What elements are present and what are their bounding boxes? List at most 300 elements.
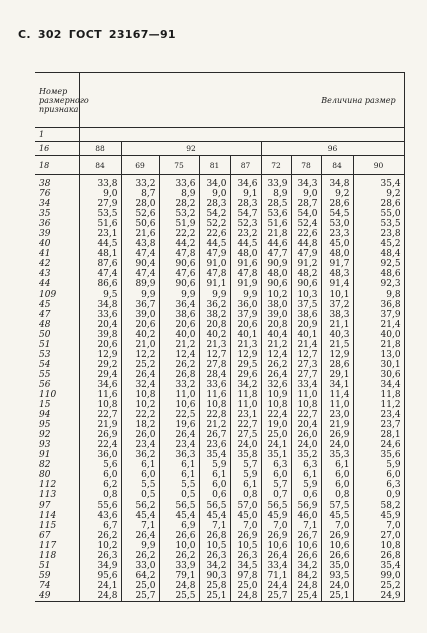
value-cell: 33,9	[261, 179, 291, 189]
value-cell: 25,1	[321, 591, 353, 602]
value-cell: 43,6	[79, 511, 121, 521]
header-row-1-values	[79, 128, 404, 142]
value-cell: 22,7	[79, 410, 121, 420]
value-cell: 10,8	[121, 390, 159, 400]
value-cell: 54,5	[321, 209, 353, 219]
value-cell: 54,2	[199, 209, 230, 219]
value-cell: 22,7	[291, 410, 321, 420]
value-cell: 5,9	[353, 460, 404, 470]
value-cell: 39,0	[121, 310, 159, 320]
value-cell: 12,9	[321, 350, 353, 360]
value-cell: 37,2	[321, 300, 353, 310]
value-cell: 24,0	[321, 581, 353, 591]
value-cell: 33,6	[199, 380, 230, 390]
value-cell: 52,3	[230, 219, 261, 229]
value-cell: 24,0	[230, 440, 261, 450]
row-id: 93	[39, 440, 51, 451]
row-id: 114	[39, 510, 57, 521]
value-cell: 56,5	[261, 501, 291, 511]
value-cell: 10,8	[79, 400, 121, 410]
row-id: 50	[39, 329, 51, 340]
value-cell: 10,8	[353, 541, 404, 551]
value-cell: 9,9	[121, 290, 159, 300]
value-cell: 26,4	[159, 430, 199, 440]
value-cell: 6,0	[79, 470, 121, 480]
value-cell: 45,0	[230, 511, 261, 521]
value-cell: 39,0	[261, 310, 291, 320]
value-cell: 19,0	[261, 420, 291, 430]
value-cell: 18,2	[121, 420, 159, 430]
value-cell: 6,1	[230, 480, 261, 490]
value-cell: 44,8	[291, 239, 321, 249]
value-cell: 6,0	[199, 480, 230, 490]
value-cell: 20,6	[159, 320, 199, 330]
value-cell: 6,0	[321, 480, 353, 490]
value-cell: 8,9	[261, 189, 291, 199]
table-row	[35, 310, 404, 320]
value-cell: 48,0	[230, 249, 261, 259]
value-cell: 47,9	[199, 249, 230, 259]
value-cell: 34,1	[321, 380, 353, 390]
value-cell: 9,0	[79, 189, 121, 199]
value-cell: 11,0	[291, 390, 321, 400]
value-cell: 6,1	[159, 470, 199, 480]
value-cell: 45,4	[199, 511, 230, 521]
row-id: 82	[39, 460, 51, 471]
value-cell: 26,6	[159, 531, 199, 541]
header-label-row	[35, 73, 404, 128]
value-cell: 22,4	[261, 410, 291, 420]
value-cell: 11,8	[353, 390, 404, 400]
value-cell: 28,3	[199, 199, 230, 209]
value-cell: 43,8	[121, 239, 159, 249]
value-cell: 28,1	[353, 430, 404, 440]
value-cell: 22,4	[79, 440, 121, 450]
value-cell: 50,6	[121, 219, 159, 229]
value-cell: 26,9	[321, 531, 353, 541]
feature-number-label	[35, 73, 89, 128]
value-cell: 25,2	[121, 360, 159, 370]
table-row	[35, 591, 404, 602]
value-cell: 48,1	[79, 249, 121, 259]
row-id: 115	[39, 520, 57, 531]
value-cell: 12,2	[121, 350, 159, 360]
value-cell: 26,7	[199, 430, 230, 440]
row-id: 113	[39, 490, 57, 501]
value-cell: 48,0	[261, 269, 291, 279]
row-id: 34	[39, 199, 51, 210]
value-cell: 13,0	[353, 350, 404, 360]
value-cell: 48,2	[291, 269, 321, 279]
column-header-cell: 84	[321, 156, 353, 175]
value-cell: 20,8	[261, 320, 291, 330]
value-cell: 12,9	[230, 350, 261, 360]
value-cell: 38,2	[199, 310, 230, 320]
value-cell: 44,5	[199, 239, 230, 249]
table-row	[35, 209, 404, 219]
value-cell: 28,7	[291, 199, 321, 209]
table-row	[35, 501, 404, 511]
value-cell: 24,9	[353, 591, 404, 602]
value-cell: 28,5	[261, 199, 291, 209]
row-id: 36	[39, 219, 51, 230]
value-cell: 34,4	[353, 380, 404, 390]
value-cell: 29,6	[230, 370, 261, 380]
value-cell: 10,9	[261, 390, 291, 400]
value-cell: 55,6	[79, 501, 121, 511]
value-cell: 0,8	[79, 490, 121, 500]
value-cell: 23,4	[353, 410, 404, 420]
row-id: 40	[39, 239, 51, 250]
table-row	[35, 199, 404, 209]
value-cell: 95,6	[79, 571, 121, 581]
value-cell: 26,9	[230, 531, 261, 541]
value-cell: 10,0	[159, 541, 199, 551]
value-cell: 6,1	[159, 460, 199, 470]
table-row	[35, 581, 404, 591]
value-cell: 21,8	[353, 340, 404, 350]
value-cell: 25,7	[121, 591, 159, 602]
value-cell: 7,0	[321, 521, 353, 531]
value-cell: 26,6	[291, 551, 321, 561]
row-id: 51	[39, 339, 51, 350]
value-cell: 23,4	[159, 440, 199, 450]
value-cell: 26,8	[353, 551, 404, 561]
value-cell: 36,0	[79, 450, 121, 460]
value-cell: 34,2	[199, 561, 230, 571]
value-cell: 23,4	[121, 440, 159, 450]
value-cell: 26,0	[291, 430, 321, 440]
value-cell: 20,9	[291, 320, 321, 330]
value-cell: 26,6	[321, 551, 353, 561]
value-cell: 22,6	[291, 229, 321, 239]
value-cell: 26,3	[199, 551, 230, 561]
value-cell: 26,2	[79, 531, 121, 541]
value-cell: 45,9	[353, 511, 404, 521]
value-cell: 26,2	[159, 551, 199, 561]
value-cell: 22,7	[230, 420, 261, 430]
measurements-table	[35, 72, 405, 602]
value-cell: 11,0	[321, 400, 353, 410]
value-cell: 6,3	[291, 460, 321, 470]
value-cell: 24,8	[159, 581, 199, 591]
value-cell: 46,0	[291, 511, 321, 521]
table-row	[35, 320, 404, 330]
value-cell: 34,0	[199, 179, 230, 189]
value-cell: 79,1	[159, 571, 199, 581]
value-cell: 6,3	[261, 460, 291, 470]
value-cell: 9,0	[199, 189, 230, 199]
row-id: 39	[39, 229, 51, 240]
value-cell: 21,2	[159, 340, 199, 350]
value-cell: 6,0	[121, 470, 159, 480]
value-cell: 9,2	[321, 189, 353, 199]
row-id: 80	[39, 470, 51, 481]
value-cell: 29,2	[79, 360, 121, 370]
row-id: 18	[35, 156, 79, 175]
value-cell: 19,6	[159, 420, 199, 430]
table-row	[35, 350, 404, 360]
value-cell: 12,9	[79, 350, 121, 360]
value-cell: 10,3	[291, 290, 321, 300]
value-cell: 25,2	[353, 581, 404, 591]
value-cell: 26,7	[291, 531, 321, 541]
value-cell: 37,5	[291, 300, 321, 310]
row-id: 51	[39, 560, 51, 571]
value-cell: 28,2	[159, 199, 199, 209]
value-cell: 44,2	[159, 239, 199, 249]
label-line: признака	[39, 104, 79, 114]
value-cell: 34,6	[79, 380, 121, 390]
value-cell: 30,1	[353, 360, 404, 370]
value-cell: 9,9	[121, 541, 159, 551]
value-cell: 91,6	[230, 259, 261, 269]
row-id: 92	[39, 430, 51, 441]
value-cell: 53,6	[261, 209, 291, 219]
value-cell: 34,2	[291, 561, 321, 571]
value-cell: 10,5	[199, 541, 230, 551]
value-cell: 28,0	[121, 199, 159, 209]
value-cell: 26,4	[121, 370, 159, 380]
value-cell: 91,4	[321, 279, 353, 289]
table-row	[35, 480, 404, 490]
table-row	[35, 440, 404, 450]
value-cell: 90,3	[199, 571, 230, 581]
value-cell: 47,8	[159, 249, 199, 259]
value-cell: 11,4	[321, 390, 353, 400]
value-cell: 20,4	[79, 320, 121, 330]
value-cell: 25,4	[291, 591, 321, 602]
value-cell: 20,6	[121, 320, 159, 330]
value-cell: 55,0	[353, 209, 404, 219]
value-cell: 36,0	[230, 300, 261, 310]
table-row	[35, 541, 404, 551]
value-cell: 9,1	[230, 189, 261, 199]
value-cell: 0,5	[159, 490, 199, 500]
value-cell: 6,0	[353, 470, 404, 480]
value-cell: 6,1	[199, 470, 230, 480]
value-cell: 84,2	[291, 571, 321, 581]
value-cell: 20,6	[230, 320, 261, 330]
header-row-1	[35, 128, 404, 142]
value-cell: 89,9	[121, 279, 159, 289]
value-cell: 48,0	[321, 249, 353, 259]
table-row	[35, 551, 404, 561]
value-cell: 22,2	[159, 229, 199, 239]
column-header-cell: 69	[121, 156, 159, 175]
value-cell: 47,4	[121, 269, 159, 279]
value-cell: 12,7	[291, 350, 321, 360]
value-cell: 47,9	[291, 249, 321, 259]
header-row-18	[35, 156, 404, 175]
value-cell: 58,2	[353, 501, 404, 511]
value-cell: 25,1	[199, 591, 230, 602]
value-cell: 40,0	[353, 330, 404, 340]
value-cell: 5,6	[79, 460, 121, 470]
value-cell: 12,4	[159, 350, 199, 360]
value-cell: 36,8	[353, 300, 404, 310]
value-cell: 27,9	[79, 199, 121, 209]
value-cell: 7,0	[353, 521, 404, 531]
row-id: 41	[39, 249, 51, 260]
value-cell: 23,6	[199, 440, 230, 450]
value-cell: 23,0	[321, 410, 353, 420]
value-cell: 10,2	[79, 541, 121, 551]
value-cell: 21,2	[261, 340, 291, 350]
value-cell: 9,9	[199, 290, 230, 300]
value-cell: 5,5	[121, 480, 159, 490]
value-cell: 56,9	[291, 501, 321, 511]
value-cell: 47,4	[79, 269, 121, 279]
value-cell: 35,6	[353, 450, 404, 460]
value-cell: 39,8	[79, 330, 121, 340]
value-cell: 90,4	[121, 259, 159, 269]
value-cell: 10,6	[321, 541, 353, 551]
row-id: 95	[39, 420, 51, 431]
value-cell: 57,5	[321, 501, 353, 511]
value-cell: 10,1	[321, 290, 353, 300]
value-cell: 53,0	[321, 219, 353, 229]
table-row	[35, 360, 404, 370]
value-cell: 6,9	[159, 521, 199, 531]
value-cell: 91,7	[321, 259, 353, 269]
value-cell: 24,8	[79, 591, 121, 602]
value-cell: 51,6	[261, 219, 291, 229]
row-id: 94	[39, 410, 51, 421]
value-cell: 33,4	[261, 561, 291, 571]
value-cell: 24,1	[261, 440, 291, 450]
value-cell: 45,9	[261, 511, 291, 521]
value-cell: 11,6	[79, 390, 121, 400]
value-cell: 21,3	[199, 340, 230, 350]
value-cell: 34,2	[230, 380, 261, 390]
value-cell: 40,2	[199, 330, 230, 340]
value-cell: 91,2	[291, 259, 321, 269]
table-row	[35, 179, 404, 189]
value-cell: 35,1	[261, 450, 291, 460]
value-cell: 9,5	[79, 290, 121, 300]
value-cell: 26,4	[261, 551, 291, 561]
value-cell: 27,3	[291, 360, 321, 370]
value-cell: 45,0	[321, 239, 353, 249]
header-row-16	[35, 142, 404, 156]
value-cell: 6,1	[321, 460, 353, 470]
value-cell: 90,6	[159, 279, 199, 289]
value-cell: 51,9	[159, 219, 199, 229]
value-cell: 7,1	[291, 521, 321, 531]
value-cell: 35,3	[321, 450, 353, 460]
value-cell: 9,0	[291, 189, 321, 199]
value-cell: 12,4	[261, 350, 291, 360]
value-cell: 47,8	[199, 269, 230, 279]
value-cell: 22,5	[159, 410, 199, 420]
value-cell: 6,0	[261, 470, 291, 480]
value-cell: 0,6	[291, 490, 321, 500]
value-cell: 9,2	[353, 189, 404, 199]
value-cell: 10,6	[291, 541, 321, 551]
table-row	[35, 420, 404, 430]
column-header-cell: 90	[353, 156, 404, 175]
value-cell: 10,2	[121, 400, 159, 410]
value-cell: 0,5	[121, 490, 159, 500]
value-cell: 35,8	[230, 450, 261, 460]
value-cell: 11,0	[230, 400, 261, 410]
row-id: 117	[39, 540, 57, 551]
row-id: 15	[39, 400, 51, 411]
value-cell: 26,3	[230, 551, 261, 561]
value-cell: 21,5	[321, 340, 353, 350]
value-cell: 35,0	[321, 561, 353, 571]
table-row	[35, 269, 404, 279]
value-cell: 45,5	[321, 511, 353, 521]
value-cell: 10,6	[159, 400, 199, 410]
value-cell: 91,9	[230, 279, 261, 289]
table-row	[35, 390, 404, 400]
value-cell: 21,8	[261, 229, 291, 239]
value-cell: 34,9	[79, 561, 121, 571]
row-id: 59	[39, 570, 51, 581]
value-cell: 32,6	[261, 380, 291, 390]
size-value-title: Величина размер	[79, 73, 404, 128]
value-cell: 25,0	[121, 581, 159, 591]
value-cell: 26,4	[261, 370, 291, 380]
table-row	[35, 239, 404, 249]
value-cell: 6,7	[79, 521, 121, 531]
value-cell: 37,9	[353, 310, 404, 320]
group-header-cell: 96	[261, 142, 404, 156]
group-header-cell: 92	[121, 142, 261, 156]
value-cell: 10,2	[261, 290, 291, 300]
row-id: 67	[39, 530, 51, 541]
value-cell: 10,8	[261, 400, 291, 410]
value-cell: 28,6	[321, 199, 353, 209]
column-header-cell: 81	[199, 156, 230, 175]
value-cell: 9,9	[159, 290, 199, 300]
value-cell: 64,2	[121, 571, 159, 581]
value-cell: 57,0	[230, 501, 261, 511]
value-cell: 10,6	[261, 541, 291, 551]
value-cell: 52,4	[291, 219, 321, 229]
value-cell: 5,7	[230, 460, 261, 470]
value-cell: 5,9	[291, 480, 321, 490]
table-row	[35, 531, 404, 541]
value-cell: 0,7	[261, 490, 291, 500]
value-cell: 47,7	[261, 249, 291, 259]
value-cell: 5,9	[199, 460, 230, 470]
value-cell: 25,8	[199, 581, 230, 591]
row-id: 56	[39, 379, 51, 390]
value-cell: 32,4	[121, 380, 159, 390]
value-cell: 27,0	[353, 531, 404, 541]
table-row	[35, 340, 404, 350]
value-cell: 53,5	[353, 219, 404, 229]
value-cell: 48,4	[353, 249, 404, 259]
value-cell: 38,0	[261, 300, 291, 310]
row-id: 48	[39, 319, 51, 330]
value-cell: 6,1	[291, 470, 321, 480]
value-cell: 23,1	[230, 410, 261, 420]
value-cell: 28,4	[199, 370, 230, 380]
value-cell: 21,1	[321, 320, 353, 330]
value-cell: 7,0	[230, 521, 261, 531]
value-cell: 30,6	[353, 370, 404, 380]
value-cell: 92,3	[353, 279, 404, 289]
value-cell: 33,2	[121, 179, 159, 189]
value-cell: 28,6	[321, 360, 353, 370]
value-cell: 26,2	[121, 551, 159, 561]
value-cell: 6,0	[321, 470, 353, 480]
value-cell: 0,8	[230, 490, 261, 500]
